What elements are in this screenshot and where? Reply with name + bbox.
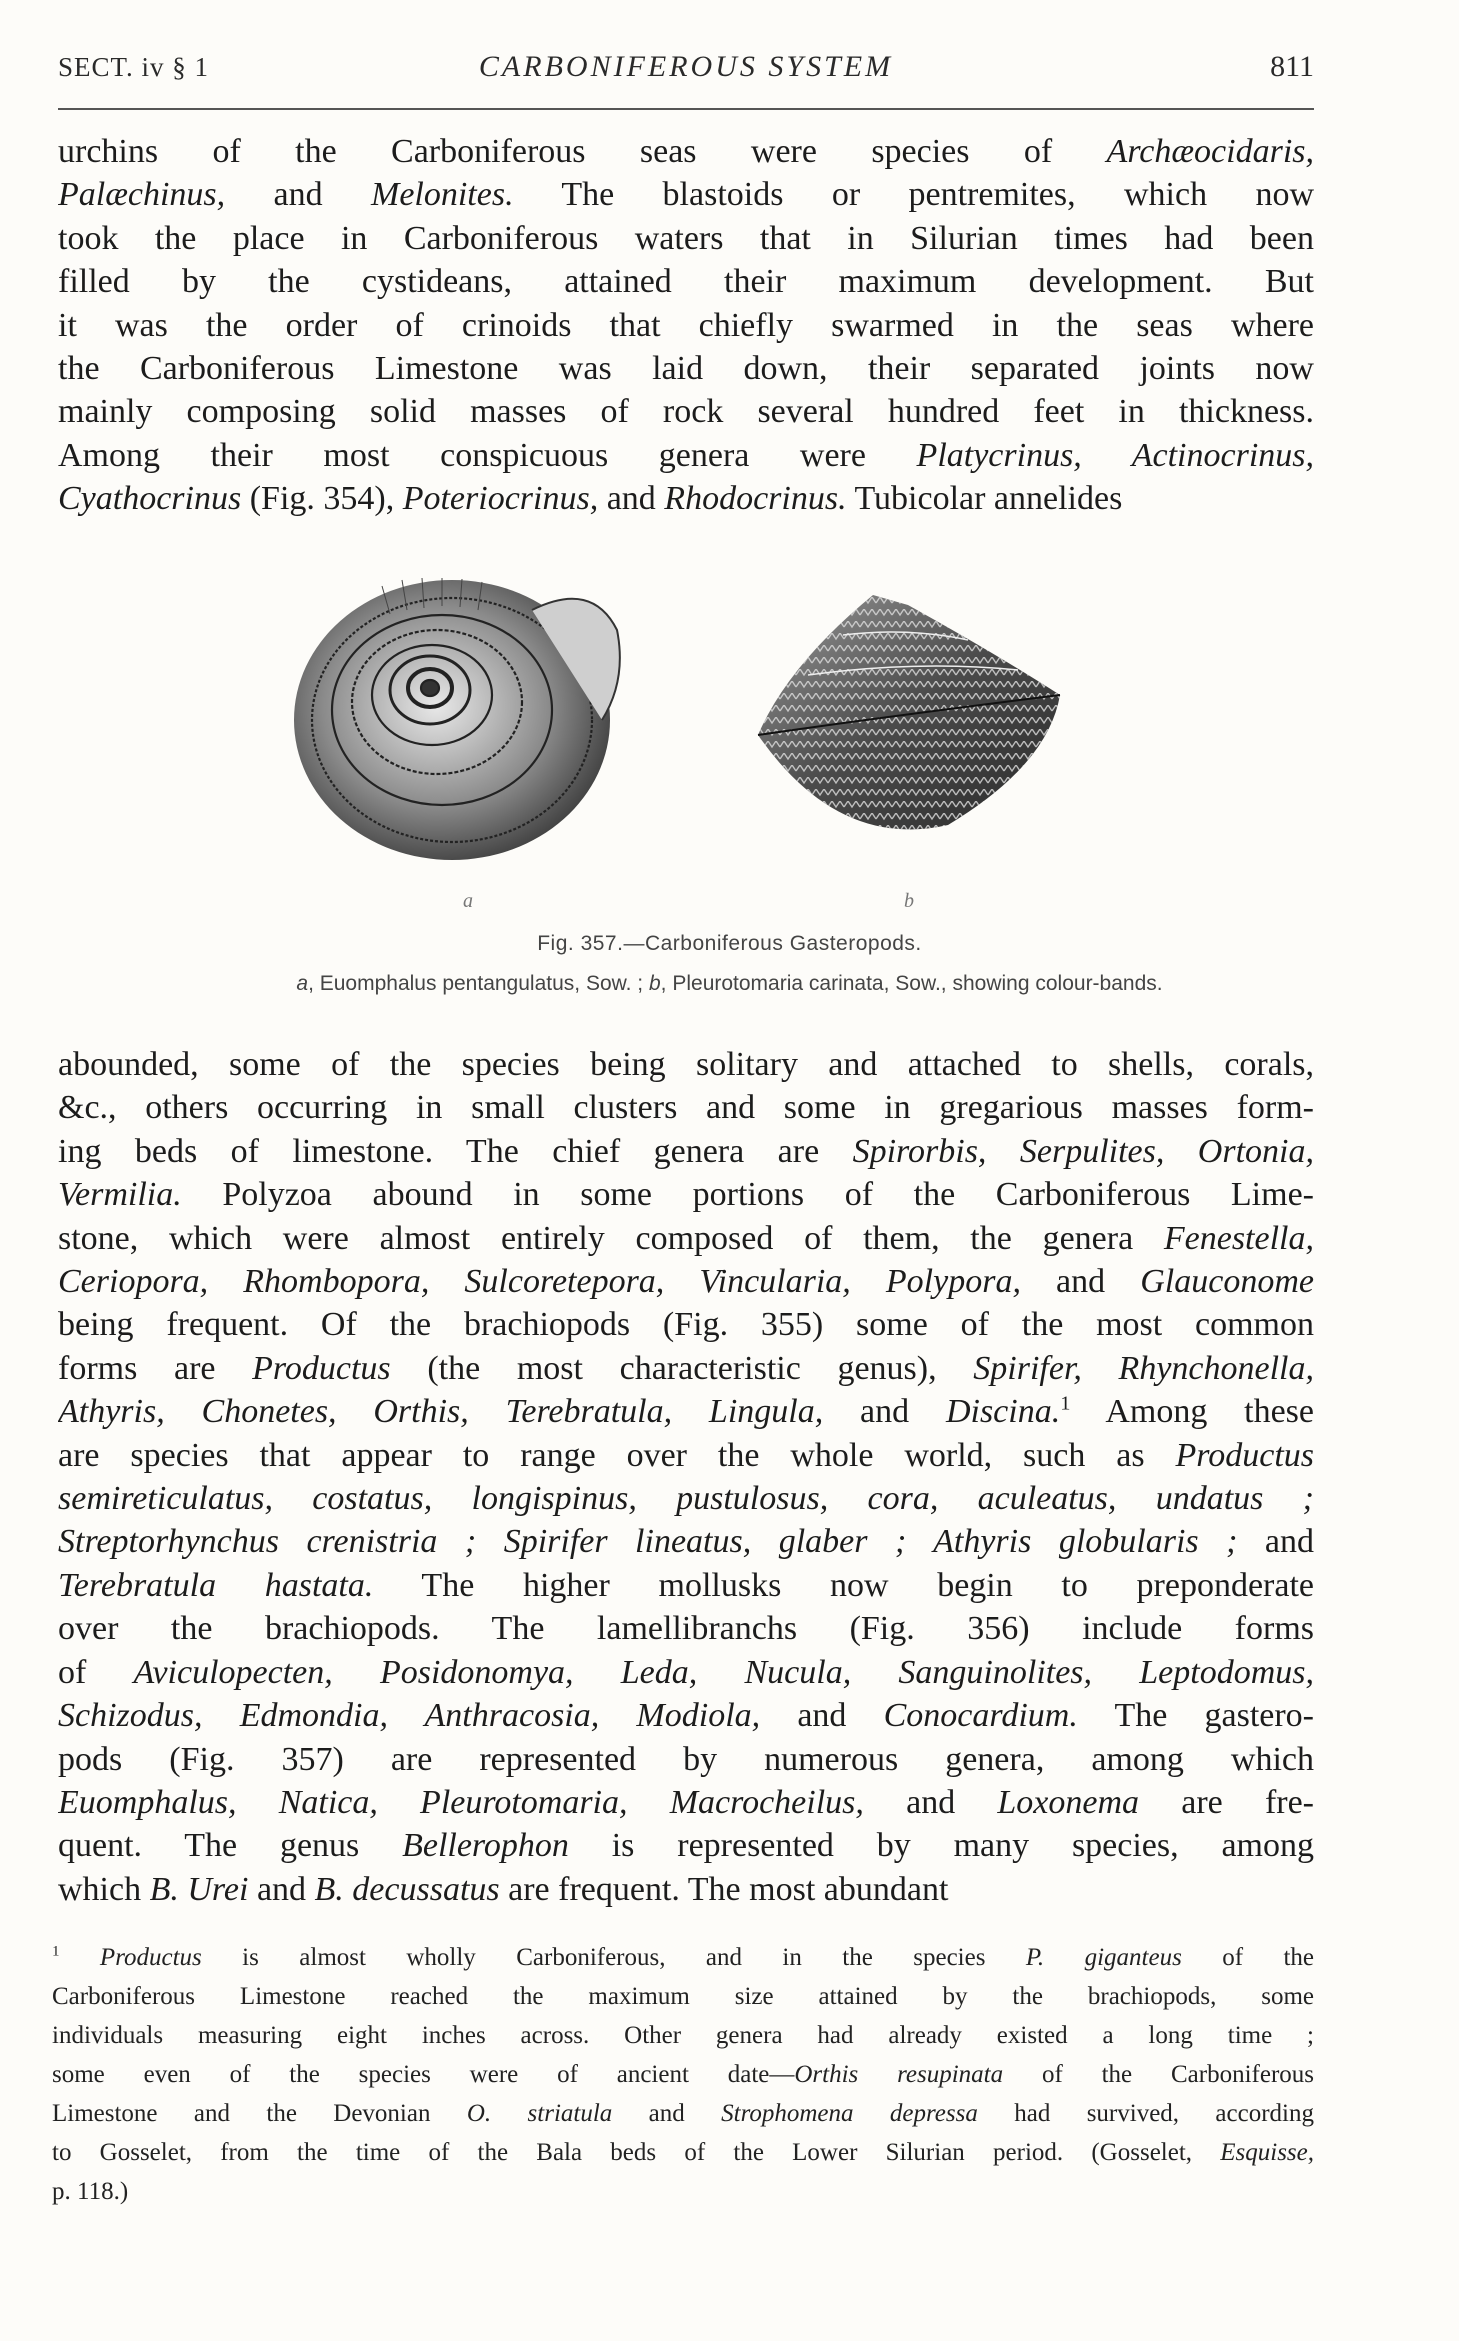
text-line <box>58 1651 1314 1694</box>
italic-text: Glauconome <box>1140 1263 1314 1301</box>
running-header <box>58 44 1314 88</box>
text-line <box>58 1694 1314 1737</box>
text-line <box>58 217 1314 260</box>
text-run: it was the order of crinoids that chiefly swarmed in the seas where <box>58 306 1314 344</box>
italic-text: semireticulatus, costatus, longispinus, pustulosus, cora, aculeatus, undatus ; <box>58 1480 1314 1518</box>
text-run: quent. The genus <box>58 1827 403 1865</box>
italic-text: Conocardium. <box>883 1697 1078 1735</box>
text-run: is almost wholly Carboniferous, and in the species <box>201 1944 1026 1971</box>
text-run: and <box>1237 1523 1314 1561</box>
italic-text: Productus <box>1175 1436 1314 1474</box>
italic-text: Aviculopecten, Posidonomya, Leda, Nucula, Sanguinolites, Leptodomus, <box>133 1653 1314 1691</box>
footnote-marker: 1 <box>52 1943 60 1960</box>
text-run: forms are <box>58 1349 253 1387</box>
text-line <box>52 1938 1314 1977</box>
italic-text: Palæchinus, <box>58 176 226 214</box>
text-line <box>58 1868 1314 1911</box>
text-run: p. 118.) <box>52 2178 129 2205</box>
text-run: The higher mollusks now begin to preponderate <box>373 1566 1314 1604</box>
text-run: Limestone and the Devonian <box>52 2100 467 2127</box>
text-run: &c., others occurring in small clusters and some in gregarious masses form- <box>58 1089 1314 1127</box>
text-line <box>58 347 1314 390</box>
italic-text: Discina. <box>945 1393 1061 1431</box>
text-run: and <box>863 1783 998 1821</box>
text-run: stone, which were almost entirely composed of them, the genera <box>58 1219 1164 1257</box>
text-line <box>58 1520 1314 1563</box>
italic-text: Streptorhynchus crenistria ; Spirifer lineatus, glaber ; Athyris globularis ; <box>58 1523 1238 1561</box>
text-line <box>58 1434 1314 1477</box>
text-line <box>52 2094 1314 2133</box>
italic-text: Strophomena depressa <box>721 2100 978 2127</box>
figure-label-b: b <box>904 890 914 912</box>
italic-text: Esquisse, <box>1220 2139 1314 2166</box>
paragraph-2 <box>58 1043 1314 1911</box>
pleurotomaria-illustration <box>748 585 1068 855</box>
text-run: some even of the species were of ancient date— <box>52 2061 795 2088</box>
italic-text: Athyris, Chonetes, Orthis, Terebratula, Lingula, <box>58 1393 824 1431</box>
text-run: the Carboniferous Limestone was laid down, their separated joints now <box>58 350 1314 388</box>
text-run: pods (Fig. 357) are represented by numerous genera, among which <box>58 1740 1314 1778</box>
text-run: are fre- <box>1139 1783 1314 1821</box>
italic-text: Productus <box>99 1944 202 1971</box>
text-run: ing beds of limestone. The chief genera are <box>58 1132 853 1170</box>
text-run: and <box>248 1870 315 1908</box>
text-run: urchins of the Carboniferous seas were species of <box>58 133 1107 170</box>
italic-text: Ceriopora, Rhombopora, Sulcoretepora, Vincularia, Polypora, <box>58 1263 1021 1301</box>
text-line <box>58 1043 1314 1086</box>
italic-text: Rhodocrinus. <box>664 480 847 518</box>
text-run: mainly composing solid masses of rock several hundred feet in thickness. <box>58 393 1314 431</box>
text-run: Among these <box>1070 1393 1314 1431</box>
text-line <box>58 1564 1314 1607</box>
text-line <box>58 1130 1314 1173</box>
text-line <box>52 2172 1314 2211</box>
figure-caption-title: Fig. 357.—Carboniferous Gasteropods. <box>537 932 922 955</box>
text-line <box>58 1260 1314 1303</box>
italic-text: a <box>296 972 309 995</box>
text-run: of the Carboniferous <box>1003 2061 1314 2088</box>
text-run: to Gosselet, from the time of the Bala beds of the Lower Silurian period. (Gosselet, <box>52 2139 1221 2166</box>
text-run: of the <box>1181 1944 1314 1971</box>
italic-text: Orthis resupinata <box>794 2061 1004 2088</box>
text-run: , Euomphalus pentangulatus, Sow. ; <box>308 972 649 995</box>
figure-357 <box>0 570 1459 1010</box>
text-run: Polyzoa abound in some portions of the Carboniferous Lime- <box>181 1176 1314 1214</box>
text-run: , Pleurotomaria carinata, Sow., showing colour-bands. <box>660 972 1163 995</box>
text-run: (Fig. 354), <box>241 480 403 518</box>
text-line <box>58 260 1314 303</box>
text-line <box>58 173 1314 216</box>
text-line <box>58 1347 1314 1390</box>
text-run: and <box>598 480 665 518</box>
text-line <box>52 2133 1314 2172</box>
italic-text: Terebratula hastata. <box>58 1566 374 1604</box>
text-line <box>58 1781 1314 1824</box>
text-line <box>58 1086 1314 1129</box>
text-run: (the most characteristic genus), <box>390 1349 974 1387</box>
text-run: and <box>823 1393 946 1431</box>
italic-text: Productus <box>252 1349 391 1387</box>
page-number: 811 <box>1270 50 1314 83</box>
text-line <box>58 1607 1314 1650</box>
header-rule <box>58 108 1314 110</box>
text-run: took the place in Carboniferous waters that in Silurian times had been <box>58 219 1314 257</box>
text-run: abounded, some of the species being solitary and attached to shells, corals, <box>58 1046 1314 1083</box>
italic-text: P. giganteus <box>1025 1944 1182 1971</box>
italic-text: Platycrinus, Actinocrinus, <box>916 436 1314 474</box>
section-label: SECT. iv § 1 <box>58 52 210 82</box>
text-run: The gastero- <box>1077 1697 1314 1735</box>
text-run: and <box>612 2100 722 2127</box>
text-run: individuals measuring eight inches across. Other genera had already existed a long time ; <box>52 2022 1314 2049</box>
italic-text: Archæocidaris, <box>1106 133 1314 170</box>
text-run: are species that appear to range over the whole world, such as <box>58 1436 1176 1474</box>
text-run: filled by the cystideans, attained their maximum development. But <box>58 263 1314 301</box>
italic-text: Spirifer, Rhynchonella, <box>973 1349 1314 1387</box>
text-run: of <box>58 1653 134 1691</box>
italic-text: O. striatula <box>466 2100 613 2127</box>
text-line <box>58 1390 1314 1433</box>
text-line <box>58 1824 1314 1867</box>
italic-text: Euomphalus, Natica, Pleurotomaria, Macrocheilus, <box>58 1783 864 1821</box>
italic-text: B. decussatus <box>314 1870 500 1908</box>
chapter-title: CARBONIFEROUS SYSTEM <box>478 50 894 83</box>
text-line <box>58 1173 1314 1216</box>
text-run: and <box>225 176 371 214</box>
text-line <box>58 434 1314 477</box>
text-run: over the brachiopods. The lamellibranchs (Fig. 356) include forms <box>58 1610 1314 1648</box>
text-run <box>60 1944 100 1971</box>
text-line <box>58 1477 1314 1520</box>
italic-text: Bellerophon <box>402 1827 569 1865</box>
text-run: Among their most conspicuous genera were <box>58 436 917 474</box>
text-run: Carboniferous Limestone reached the maximum size attained by the brachiopods, some <box>52 1983 1314 2010</box>
text-line <box>52 1977 1314 2016</box>
euomphalus-illustration <box>292 570 632 870</box>
text-run: had survived, according <box>977 2100 1314 2127</box>
text-run: Tubicolar annelides <box>846 480 1123 518</box>
text-line <box>58 1303 1314 1346</box>
text-line <box>58 130 1314 173</box>
text-line <box>58 390 1314 433</box>
italic-text: Schizodus, Edmondia, Anthracosia, Modiola, <box>58 1697 761 1735</box>
italic-text: Poteriocrinus, <box>402 480 599 518</box>
italic-text: Cyathocrinus <box>58 480 242 518</box>
text-run: and <box>1020 1263 1141 1301</box>
text-line <box>58 1738 1314 1781</box>
text-line <box>52 2055 1314 2094</box>
italic-text: Fenestella, <box>1163 1219 1314 1257</box>
text-run: and <box>760 1697 884 1735</box>
text-run: is represented by many species, among <box>568 1827 1314 1865</box>
italic-text: Vermilia. <box>58 1176 182 1214</box>
text-run: are frequent. The most abundant <box>499 1870 949 1908</box>
text-line <box>52 2016 1314 2055</box>
figure-caption-description <box>0 972 1459 996</box>
text-line <box>58 1217 1314 1260</box>
text-line <box>58 477 1314 520</box>
footnote-1 <box>52 1938 1314 2211</box>
italic-text: Loxonema <box>997 1783 1140 1821</box>
figure-label-a: a <box>463 890 473 912</box>
italic-text: Melonites. <box>371 176 514 214</box>
footnote-marker: 1 <box>1060 1392 1071 1415</box>
italic-text: Spirorbis, Serpulites, Ortonia, <box>852 1132 1314 1170</box>
italic-text: b <box>648 972 661 995</box>
text-run: being frequent. Of the brachiopods (Fig. 355) some of the most common <box>58 1306 1314 1344</box>
text-run: The blastoids or pentremites, which now <box>513 176 1314 214</box>
italic-text: B. Urei <box>149 1870 249 1908</box>
paragraph-1 <box>58 130 1314 521</box>
text-run: which <box>58 1870 150 1908</box>
text-line <box>58 304 1314 347</box>
